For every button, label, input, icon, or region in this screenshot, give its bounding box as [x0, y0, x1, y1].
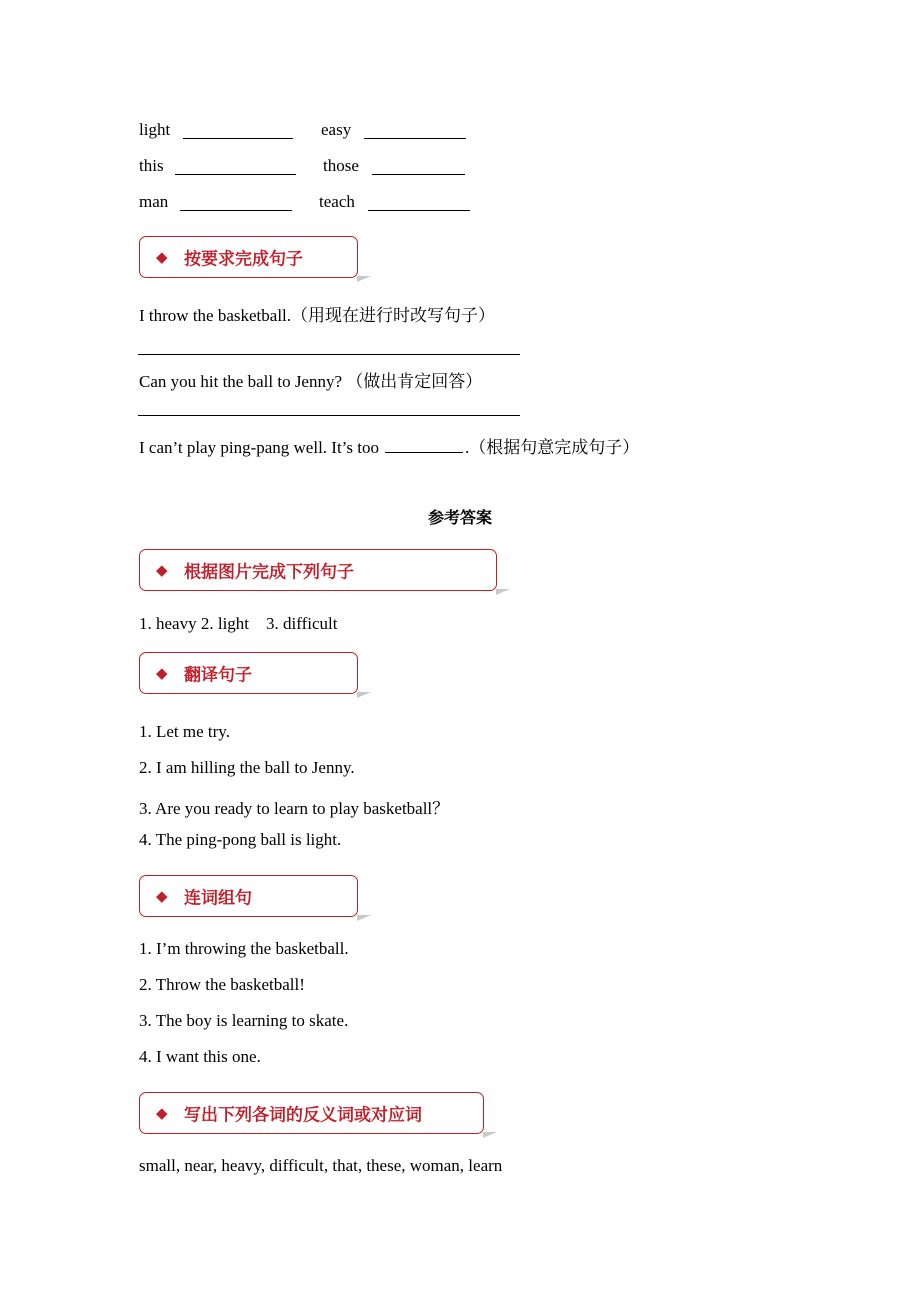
question-text-before: I can’t play ping-pang well. It’s too [139, 438, 379, 457]
section-title: 根据图片完成下列句子 [184, 562, 354, 583]
answer-blank[interactable] [385, 438, 463, 453]
section-title: 按要求完成句子 [184, 249, 303, 270]
section-header-antonyms [139, 1092, 484, 1134]
section-title: 连词组句 [184, 888, 252, 909]
word-left: this [139, 156, 164, 175]
answer-item: 2. Throw the basketball! [139, 975, 305, 994]
answer-key-title: 参考答案 [427, 508, 492, 527]
answer-item: 3. Are you ready to learn to play basketball？ [139, 799, 450, 818]
diamond-icon: ◆ [156, 887, 168, 905]
diamond-icon: ◆ [156, 664, 168, 682]
answer-item: 1. I’m throwing the basketball. [139, 939, 349, 958]
answer-blank[interactable] [372, 174, 465, 175]
answer-blank[interactable] [368, 210, 470, 211]
word-right: easy [321, 120, 352, 139]
answer-text: small, near, heavy, difficult, that, these, woman, learn [139, 1156, 503, 1175]
word-left: light [139, 120, 171, 139]
answer-item: 4. The ping-pong ball is light. [139, 830, 342, 849]
question-text [139, 433, 639, 458]
diamond-icon: ◆ [156, 248, 168, 266]
section-header-word-order [139, 875, 358, 917]
answer-line[interactable] [138, 354, 520, 355]
question-text: Can you hit the ball to Jenny? （做出肯定回答） [139, 372, 483, 391]
answer-item: 2. I am hilling the ball to Jenny. [139, 758, 355, 777]
answer-blank[interactable] [364, 138, 466, 139]
section-title: 写出下列各词的反义词或对应词 [184, 1105, 422, 1126]
section-header-translate [139, 652, 358, 694]
answer-item: 3. The boy is learning to skate. [139, 1011, 349, 1030]
question-text-after: .（根据句意完成句子） [465, 438, 640, 457]
diamond-icon: ◆ [156, 1104, 168, 1122]
section-title: 翻译句子 [184, 665, 252, 686]
answer-item: 1. Let me try. [139, 722, 230, 741]
word-right: teach [319, 192, 355, 211]
section-header-picture-sentences [139, 549, 497, 591]
answer-item: 4. I want this one. [139, 1047, 261, 1066]
question-text: I throw the basketball.（用现在进行时改写句子） [139, 306, 496, 325]
section-header-complete-sentences [139, 236, 358, 278]
answer-blank[interactable] [175, 174, 296, 175]
answer-line[interactable] [138, 415, 520, 416]
word-left: man [139, 192, 169, 211]
diamond-icon: ◆ [156, 561, 168, 579]
answer-text: 1. heavy 2. light 3. difficult [139, 614, 338, 633]
word-right: those [323, 156, 359, 175]
answer-blank[interactable] [180, 210, 292, 211]
answer-blank[interactable] [183, 138, 293, 139]
